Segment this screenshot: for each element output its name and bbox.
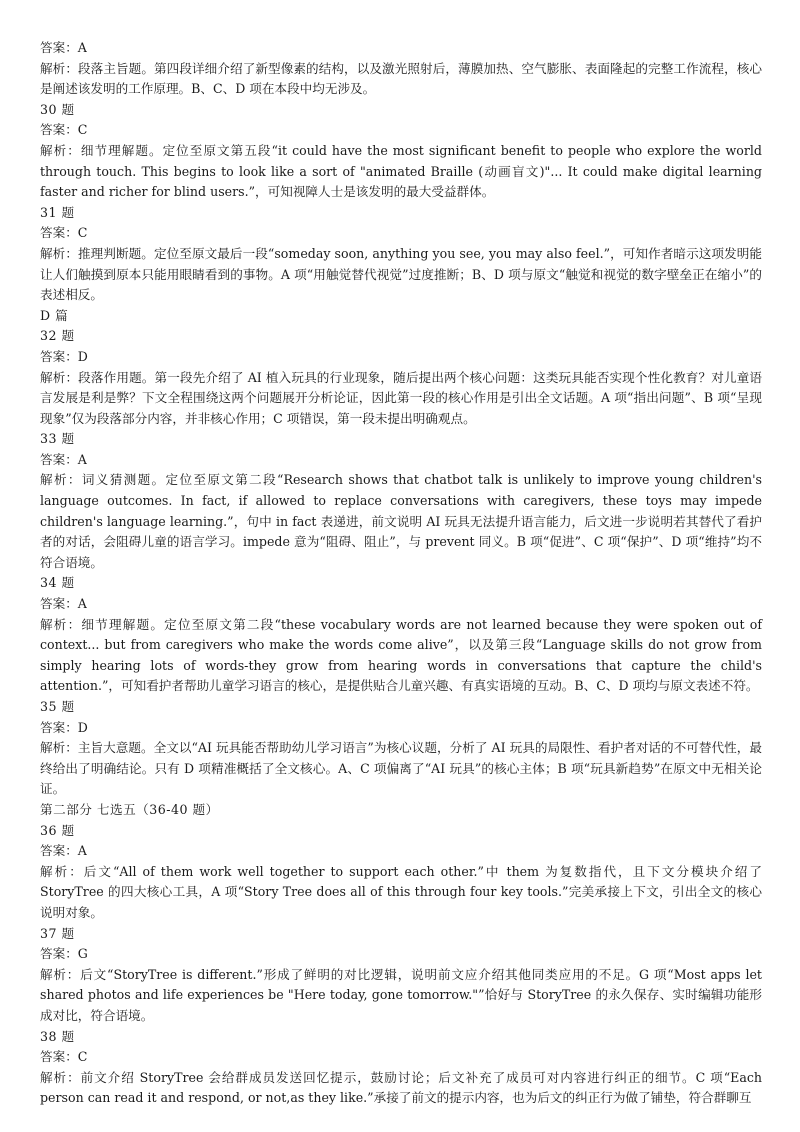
answer-line: 答案：G (40, 946, 88, 962)
answer-line: 答案：A (40, 451, 87, 467)
question-title: 33 题 (40, 431, 75, 447)
analysis-paragraph: 解析：主旨大意题。全文以“AI 玩具能否帮助幼儿学习语言”为核心议题，分析了 AI 玩具的局限性、看护者对话的不可替代性，最终给出了明确结论。只有 D 项精准概括了全文核心。A、C 项偏离了“AI 玩具”的核心主体；B 项“玩具新趋势”在原文中无相关论证。 (40, 740, 762, 797)
analysis-paragraph: 解析：推理判断题。定位至原文最后一段“someday soon, anything you see, you may also feel.”，可知作者暗示这项发明能让人们触摸到原本只能用眼睛看到的事物。A 项“用触觉替代视觉”过度推断；B、D 项与原文“触觉和视觉的数字壁垒正在缩小”的表述相反。 (40, 245, 762, 303)
analysis-paragraph: 解析：段落作用题。第一段先介绍了 AI 植入玩具的行业现象，随后提出两个核心问题：这类玩具能否实现个性化教育？对儿童语言发展是利是弊？下文全程围绕这两个问题展开分析论证，因此第一段的核心作用是引出全文话题。A 项“指出问题”、B 项“呈现现象”仅为段落部分内容，并非核心作用；C 项错误，第一段未提出明确观点。 (40, 369, 762, 426)
answer-line: 答案：D (40, 719, 88, 735)
analysis-paragraph: 解析：细节理解题。定位至原文第五段“it could have the most significant benefit to people who explore the world through touch. This begins to look like a sort of "animated Braille (动画盲文)"... It could make digital learning faster and richer for blind users.”，可知视障人士是该发明的最大受益群体。 (40, 142, 762, 200)
analysis-paragraph: 解析：前文介绍 StoryTree 会给群成员发送回忆提示，鼓励讨论；后文补充了成员可对内容进行纠正的细节。C 项“Each person can read it and respond, or not,as they like.”承接了前文的提示内容，也为后文的纠正行为做了铺垫，符合群聊互 (40, 1069, 762, 1106)
section-title: D 篇 (40, 307, 69, 323)
answer-line: 答案：A (40, 40, 87, 55)
section-title: 第二部分 七选五（36-40 题） (40, 801, 219, 817)
question-title: 31 题 (40, 204, 75, 220)
question-title: 30 题 (40, 101, 75, 117)
answer-line: 答案：C (40, 122, 88, 138)
question-title: 34 题 (40, 575, 75, 591)
answer-line: 答案：A (40, 843, 87, 859)
question-title: 37 题 (40, 925, 75, 941)
analysis-paragraph: 解析：后文“StoryTree is different.”形成了鲜明的对比逻辑，说明前文应介绍其他同类应用的不足。G 项“Most apps let shared photos and life experiences be "Here today, gone tomorrow."”恰好与 StoryTree 的永久保存、实时编辑功能形成对比，符合语境。 (40, 966, 762, 1023)
answer-line: 答案：C (40, 225, 88, 241)
question-title: 36 题 (40, 822, 75, 838)
analysis-paragraph: 解析：细节理解题。定位至原文第二段“these vocabulary words are not learned because they were spoken out of context... but from caregivers who make the words come alive”，以及第三段“Language skills do not grow from simply hearing lots of words-they grow from hearing words in conversations that capture the child's attention.”，可知看护者帮助儿童学习语言的核心，是提供贴合儿童兴趣、有真实语境的互动。B、C、D 项均与原文表述不符。 (40, 616, 762, 694)
analysis-paragraph: 解析：段落主旨题。第四段详细介绍了新型像素的结构，以及激光照射后，薄膜加热、空气膨胀、表面隆起的完整工作流程，核心是阐述该发明的工作原理。B、C、D 项在本段中均无涉及。 (40, 60, 762, 97)
analysis-paragraph: 解析：词义猜测题。定位至原文第二段“Research shows that chatbot talk is unlikely to improve young children's language outcomes. In fact, if allowed to replace conversations with caregivers, these toys may impede children's language learning.”，句中 in fact 表递进，前文说明 AI 玩具无法提升语言能力，后文进一步说明若其替代了看护者的对话，会阻碍儿童的语言学习。impede 意为“阻碍、阻止”，与 prevent 同义。B 项“促进”、C 项“保护”、D 项“维持”均不符合语境。 (40, 472, 762, 570)
answer-line: 答案：C (40, 1049, 88, 1065)
question-title: 35 题 (40, 699, 75, 714)
question-title: 38 题 (40, 1028, 75, 1044)
answer-line: 答案：D (40, 348, 88, 364)
question-title: 32 题 (40, 328, 75, 344)
answer-line: 答案：A (40, 596, 87, 612)
analysis-paragraph: 解析：后文“All of them work well together to support each other.”中 them 为复数指代，且下文分模块介绍了 StoryTree 的四大核心工具，A 项“Story Tree does all of this through four key tools.”完美承接上下文，引出全文的核心说明对象。 (40, 863, 762, 920)
